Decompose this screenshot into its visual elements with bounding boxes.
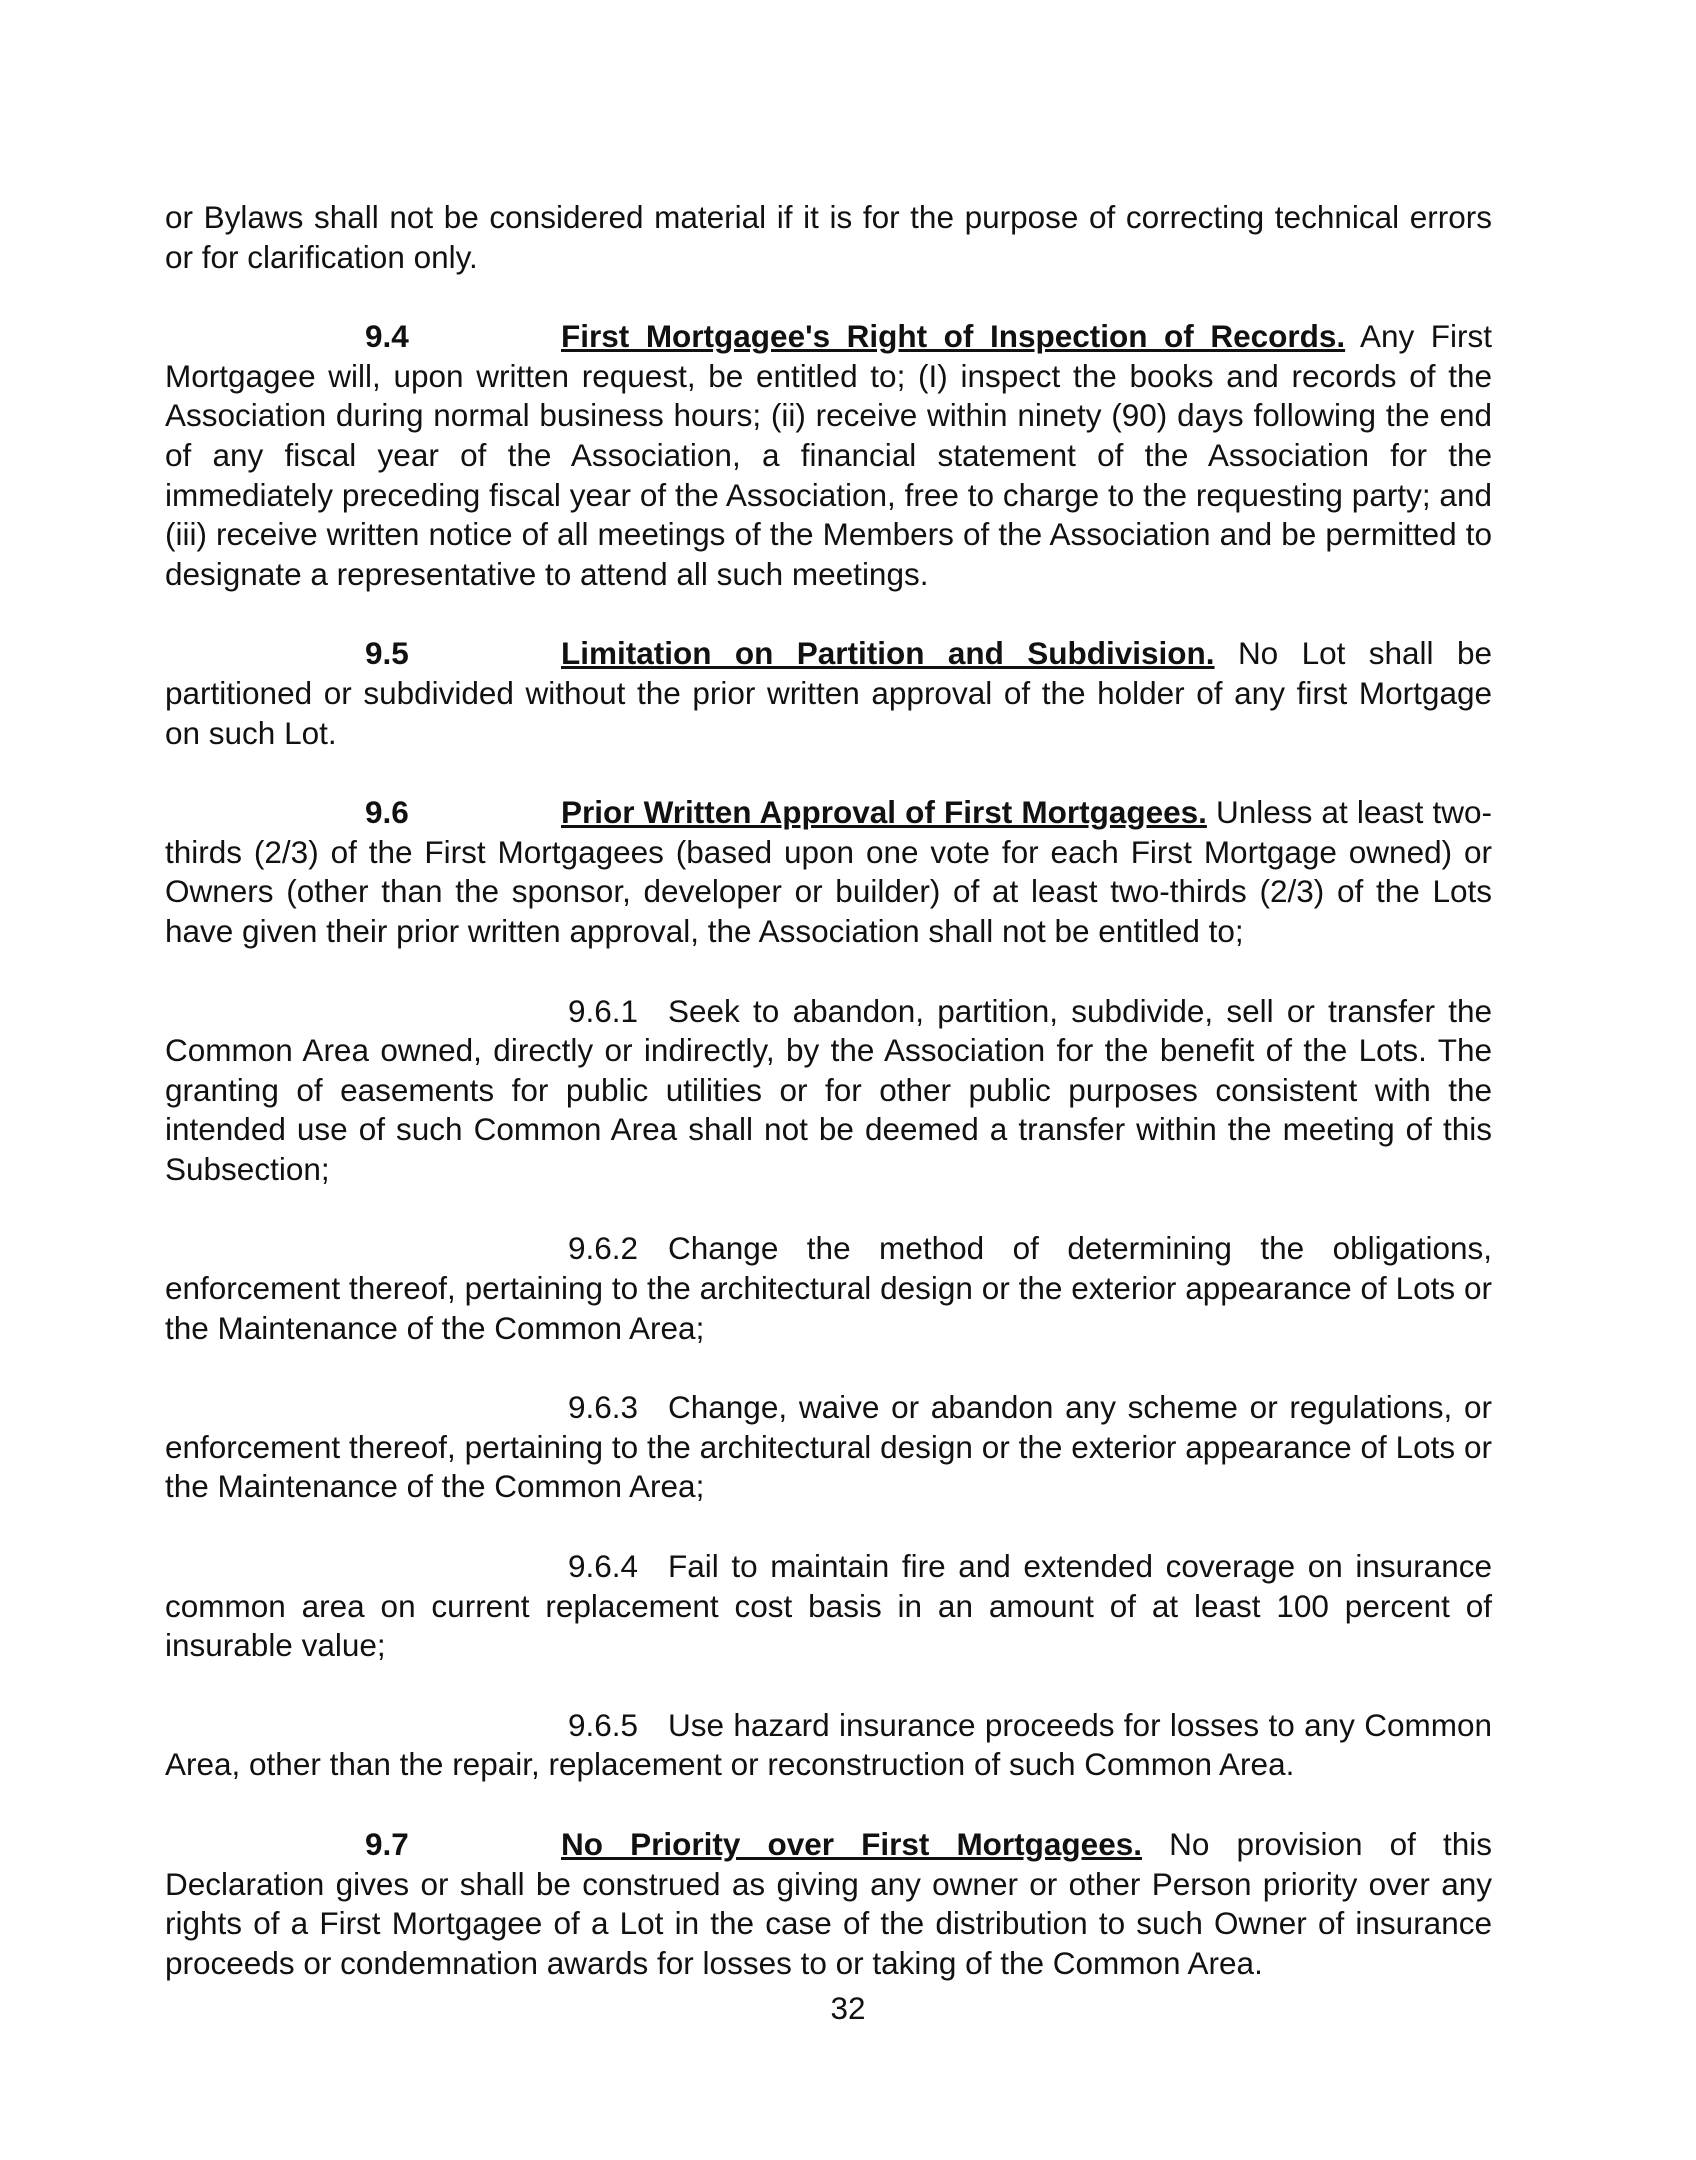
section-number: 9.5	[365, 635, 409, 672]
section-number: 9.7	[365, 1826, 409, 1862]
subsection-number: 9.6.4	[568, 1548, 639, 1585]
subsection-number: 9.6.1	[568, 992, 639, 1029]
section-text: Unless at least two-thirds (2/3) of the First Mortgagees (based upon one vote for each First Mortgage owned) or Owners (other than the sponsor, developer or builder) of at least two-thirds (2/3) of the Lots have given their prior written approval, the Association shall not be entitled to;	[165, 794, 1492, 949]
subsection-number: 9.6.5	[568, 1706, 639, 1743]
section-title: Limitation on Partition and Subdivision.	[561, 635, 1215, 672]
section-text: No provision of this Declaration gives or shall be construed as giving any owner or other Person priority over any rights of a First Mortgagee of a Lot in the case of the distribution to such Owner of insurance proceeds or condemnation awards for losses to or taking of the Common Area.	[165, 1826, 1492, 1981]
subsection-text: Change, waive or abandon any scheme or regulations, or enforcement thereof, pertaining to the architectural design or the exterior appearance of Lots or the Maintenance of the Common Area;	[165, 1389, 1492, 1505]
subsection-text: Fail to maintain fire and extended coverage on insurance common area on current replacement cost basis in an amount of at least 100 percent of insurable value;	[165, 1548, 1492, 1664]
section-9-7	[165, 1825, 1492, 1983]
document-page	[165, 198, 1492, 2021]
subsection-9-6-3	[165, 1388, 1492, 1507]
subsection-9-6-5	[165, 1706, 1492, 1785]
section-title: No Priority over First Mortgagees.	[561, 1826, 1142, 1862]
subsection-text: Seek to abandon, partition, subdivide, sell or transfer the Common Area owned, directly or indirectly, by the Association for the benefit of the Lots. The granting of easements for public utilities or for other public purposes consistent with the intended use of such Common Area shall not be deemed a transfer within the meeting of this Subsection;	[165, 992, 1492, 1187]
subsection-text: Change the method of determining the obligations, enforcement thereof, pertaining to the architectural design or the exterior appearance of Lots or the Maintenance of the Common Area;	[165, 1230, 1492, 1346]
subsection-number: 9.6.2	[568, 1230, 639, 1267]
subsection-9-6-4	[165, 1547, 1492, 1666]
intro-paragraph: or Bylaws shall not be considered material if it is for the purpose of correcting technical errors or for clarification only.	[165, 199, 1492, 275]
subsection-9-6-1	[165, 992, 1492, 1190]
section-title: Prior Written Approval of First Mortgagees.	[561, 794, 1207, 831]
section-9-6	[165, 793, 1492, 951]
subsection-9-6-2	[165, 1229, 1492, 1348]
section-number: 9.4	[365, 318, 409, 355]
subsection-number: 9.6.3	[568, 1389, 639, 1426]
page-number: 32	[830, 1990, 866, 2026]
section-title: First Mortgagee's Right of Inspection of Records.	[561, 318, 1346, 355]
section-9-5	[165, 634, 1492, 753]
section-number: 9.6	[365, 794, 409, 831]
subsection-text: Use hazard insurance proceeds for losses to any Common Area, other than the repair, replacement or reconstruction of such Common Area.	[165, 1706, 1492, 1783]
section-9-4	[165, 317, 1492, 594]
section-text: No Lot shall be partitioned or subdivided without the prior written approval of the holder of any first Mortgage on such Lot.	[165, 635, 1492, 751]
section-text: Any First Mortgagee will, upon written request, be entitled to; (I) inspect the books and records of the Association during normal business hours; (ii) receive within ninety (90) days following the end of any fiscal year of the Association, a financial statement of the Association for the immediately preceding fiscal year of the Association, free to charge to the requesting party; and (iii) receive written notice of all meetings of the Members of the Association and be permitted to designate a representative to attend all such meetings.	[165, 318, 1493, 592]
